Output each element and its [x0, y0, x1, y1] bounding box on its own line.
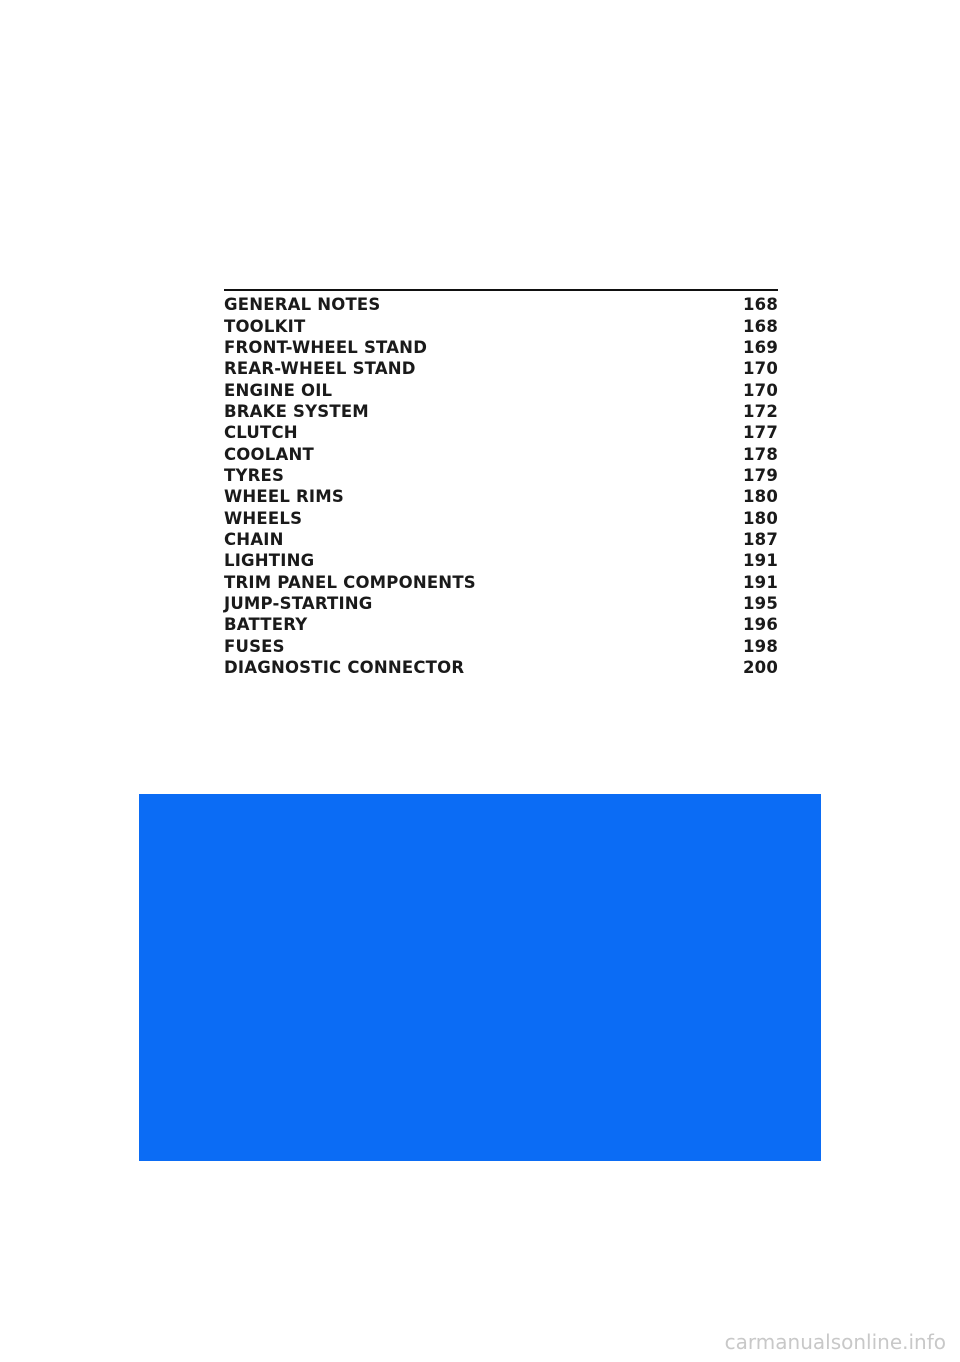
toc-entry[interactable] — [224, 614, 778, 635]
toc-entry[interactable] — [224, 443, 778, 464]
toc-entry-title: FUSES — [224, 636, 285, 656]
toc-entry[interactable] — [224, 657, 778, 678]
watermark-text: carmanualsonline.info — [724, 1330, 946, 1354]
toc-entry-title: TOOLKIT — [224, 316, 306, 336]
toc-entry[interactable] — [224, 294, 778, 315]
toc-entry-page: 168 — [742, 316, 778, 336]
toc-entry-page: 180 — [742, 508, 778, 528]
toc-entry-title: CHAIN — [224, 529, 284, 549]
toc-entry-page: 169 — [742, 337, 778, 357]
toc-entry-page: 168 — [742, 295, 778, 315]
toc-entry-title: BRAKE SYSTEM — [224, 401, 369, 421]
toc-entry[interactable] — [224, 379, 778, 400]
table-of-contents — [224, 289, 778, 678]
toc-entry-title: WHEELS — [224, 508, 303, 528]
toc-entry-page: 191 — [742, 551, 778, 571]
toc-entry-page: 172 — [742, 401, 778, 421]
toc-entry-page: 196 — [742, 615, 778, 635]
toc-entry[interactable] — [224, 337, 778, 358]
toc-entry-page: 179 — [742, 465, 778, 485]
toc-entry-title: FRONT-WHEEL STAND — [224, 337, 428, 357]
toc-entry-page: 198 — [742, 636, 778, 656]
toc-entry-page: 191 — [742, 572, 778, 592]
toc-entry[interactable] — [224, 571, 778, 592]
toc-entry[interactable] — [224, 401, 778, 422]
toc-entry-page: 170 — [742, 359, 778, 379]
toc-entry-page: 187 — [742, 529, 778, 549]
toc-entry-title: TRIM PANEL COMPONENTS — [224, 572, 476, 592]
toc-entry-title: CLUTCH — [224, 423, 298, 443]
toc-entry[interactable] — [224, 636, 778, 657]
toc-entry-title: BATTERY — [224, 615, 308, 635]
toc-entry[interactable] — [224, 465, 778, 486]
toc-entry[interactable] — [224, 593, 778, 614]
chapter-color-panel — [139, 794, 821, 1161]
toc-entry-title: GENERAL NOTES — [224, 295, 381, 315]
toc-entry[interactable] — [224, 529, 778, 550]
toc-entry[interactable] — [224, 315, 778, 336]
toc-entry-page: 195 — [742, 593, 778, 613]
toc-entry-title: TYRES — [224, 465, 285, 485]
toc-entry-title: LIGHTING — [224, 551, 315, 571]
toc-entry[interactable] — [224, 422, 778, 443]
toc-entry-page: 170 — [742, 380, 778, 400]
toc-entry-page: 178 — [742, 444, 778, 464]
toc-entry[interactable] — [224, 550, 778, 571]
toc-entry-page: 200 — [742, 658, 778, 678]
toc-entry-title: ENGINE OIL — [224, 380, 333, 400]
toc-entry-title: WHEEL RIMS — [224, 487, 344, 507]
toc-entry-title: REAR-WHEEL STAND — [224, 359, 416, 379]
toc-entry-page: 177 — [742, 423, 778, 443]
toc-entry-title: COOLANT — [224, 444, 314, 464]
toc-entry[interactable] — [224, 507, 778, 528]
toc-entry[interactable] — [224, 358, 778, 379]
toc-entry-title: DIAGNOSTIC CONNECTOR — [224, 658, 465, 678]
toc-entry-page: 180 — [742, 487, 778, 507]
toc-entry-title: JUMP-STARTING — [224, 593, 373, 613]
toc-entry[interactable] — [224, 486, 778, 507]
